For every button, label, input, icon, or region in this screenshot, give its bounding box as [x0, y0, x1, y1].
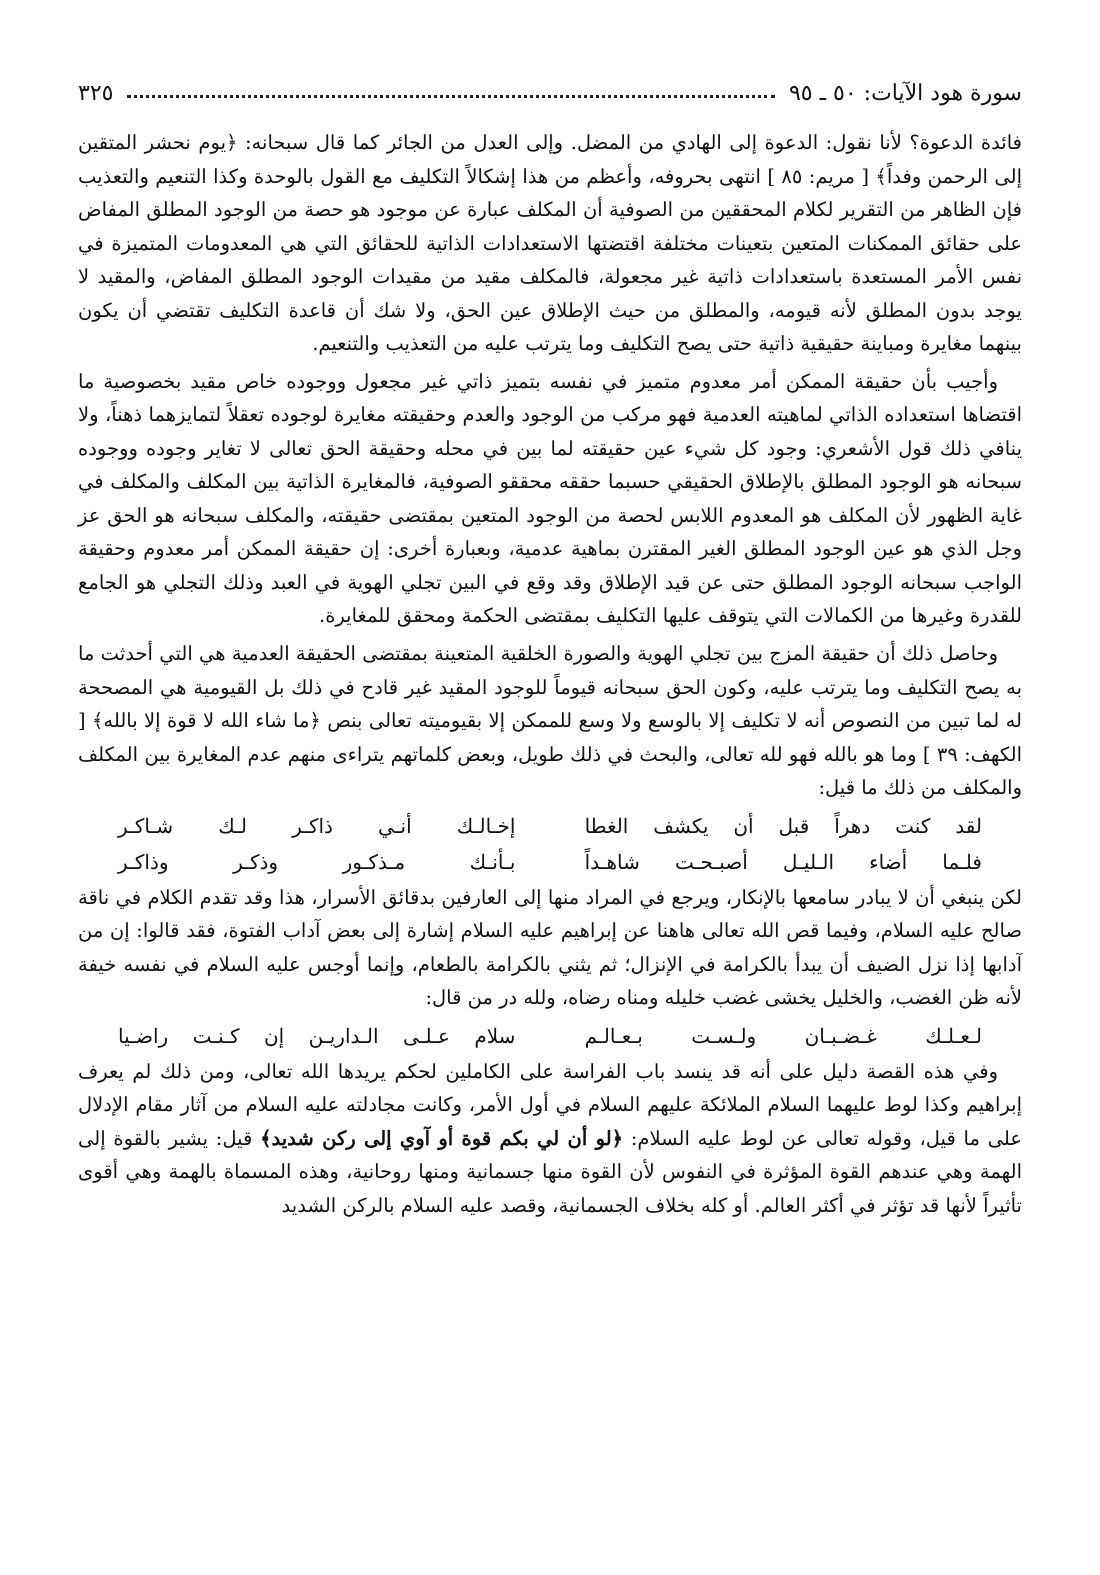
- verse-line: [118, 845, 982, 879]
- verse-line: [118, 809, 982, 843]
- paragraph-4: لكن ينبغي أن لا يبادر سامعها بالإنكار، ويرجع في المراد منها إلى العارفين بدقائق الأسرار، هذا وقد تقدم الكلام في ناقة صالح عليه السلام، وفيما قص الله تعالى هاهنا عن إبراهيم عليه السلام إشارة إلى بعض آداب الفتوة، فقد قالوا: إن من آدابها إذا نزل الضيف أن يبدأ بالكرامة في الإنزال؛ ثم يثني بالكرامة بالطعام، وإنما أوجس عليه السلام في نفسه خيفة لأنه ظن الغضب، والخليل يخشى غضب خليله ومناه رضاه، ولله در من قال:: [78, 885, 1022, 1010]
- paragraph-1: فائدة الدعوة؟ لأنا نقول: الدعوة إلى الهادي من المضل. وإلى العدل من الجائر كما قال سبحانه: ﴿يوم نحشر المتقين إلى الرحمن وفداً﴾ [ مريم: ٨٥ ] انتهى بحروفه، وأعظم من هذا إشكالاً التكليف مع القول بالوحدة وكذا التنعيم والتعذيب فإن الظاهر من التقرير لكلام المحققين من الصوفية أن المكلف عبارة عن موجود هو حصة من الوجود المطلق المفاض على حقائق الممكنات المتعين بتعينات مختلفة اقتضتها الاستعدادات الذاتية للحقائق التي هي المعدومات المتميزة في نفس الأمر المستعدة باستعدادات ذاتية غير مجعولة، فالمكلف مقيد من مقيدات الوجود المطلق المفاض، والمقيد لا يوجد بدون المطلق لأنه قيومه، والمطلق من حيث الإطلاق عين الحق، ولا شك أن قاعدة التكليف تقتضي أن يكون بينهما مغايرة ومباينة حقيقية ذاتية حتى يصح التكليف وما يترتب عليه من التعذيب والتنعيم.: [78, 131, 1022, 356]
- paragraph-5-end: قيل: يشير بالقوة إلى الهمة وهي عندهم القوة المؤثرة في النفوس لأن القوة منها جسمانية ومنها روحانية، وهذه المسماة بالهمة وهي أقوى تأثيراً لأنها قد تؤثر في أكثر العالم. أو كله بخلاف الجسمانية، وقصد عليه السلام بالركن الشديد: [78, 1126, 1022, 1217]
- main-text: [78, 126, 1022, 1222]
- poem-1: [78, 809, 1022, 879]
- paragraph-5: [78, 1055, 1022, 1223]
- verse-second-hemistich: إخـالـك أنـي ذاكـر لـك شـاكـر: [118, 813, 516, 838]
- verse-first-hemistich: لقد كنت دهراً قبل أن يكشف الغطا: [584, 813, 982, 838]
- dotted-leader: [127, 94, 775, 98]
- page-number: ٣٢٥: [78, 81, 114, 106]
- verse-line: [118, 1019, 982, 1053]
- verse-first-hemistich: فلـما أضاء الـليـل أصبـحـت شاهـداً: [584, 849, 982, 874]
- quran-quote: ﴿لو أن لي بكم قوة أو آوي إلى ركن شديد﴾: [260, 1126, 624, 1150]
- book-page: [78, 60, 1022, 1535]
- poem-2: [78, 1019, 1022, 1053]
- paragraph-3: وحاصل ذلك أن حقيقة المزج بين تجلي الهوية والصورة الخلقية المتعينة بمقتضى الحقيقة العدمية هي التي أحدثت ما به يصح التكليف وما يترتب عليه، وكون الحق سبحانه قيوماً للوجود المقيد غير قادح في ذلك بل القيومية هي المصححة له لما تبين من النصوص أنه لا تكليف إلا بالوسع ولا وسع للممكن إلا بقيوميته تعالى بنص ﴿ما شاء الله لا قوة إلا بالله﴾ [ الكهف: ٣٩ ] وما هو بالله فهو لله تعالى، والبحث في ذلك طويل، وبعض كلماتهم يتراءى منهم عدم المغايرة بين المكلف والمكلف من ذلك ما قيل:: [78, 641, 1022, 800]
- paragraph-5-start: وفي هذه القصة دليل على أنه قد ينسد باب الفراسة على الكاملين لحكم يريدها الله تعالى، ومن ذلك لم يعرف إبراهيم وكذا لوط عليهما السلام الملائكة عليهم السلام في أول الأمر، وكانت مجادلته عليه السلام من آثار مقام الإدلال على ما قيل، وقوله تعالى عن لوط عليه السلام:: [78, 1059, 1022, 1150]
- paragraph-2: وأجيب بأن حقيقة الممكن أمر معدوم متميز في نفسه بتميز ذاتي غير مجعول ووجوده خاص مقيد بخصوصية ما اقتضاها استعداده الذاتي لماهيته العدمية فهو مركب من الوجود والعدم وحقيقته مغايرة لوجوده تعقلاً لتمايزهما ذهناً، ولا ينافي ذلك قول الأشعري: وجود كل شيء عين حقيقته لما بين في محله وحقيقة الحق تعالى لا تغاير وجوده ووجوده سبحانه هو الوجود المطلق بالإطلاق الحقيقي حسبما حققه محققو الصوفية، فالمغايرة الذاتية بين المكلف والمكلف في غاية الظهور لأن المكلف هو المعدوم اللابس لحصة من الوجود المتعين بمقتضى حقيقته، والمكلف سبحانه هو الحق عز وجل الذي هو عين الوجود المطلق الغير المقترن بماهية عدمية، وبعبارة أخرى: إن حقيقة الممكن أمر معدوم وحقيقة الواجب سبحانه الوجود المطلق حتى عن قيد الإطلاق وقد وقع في البين تجلي الهوية في العبد وذلك التجلي هو الجامع للقدرة وغيرها من الكمالات التي يتوقف عليها التكليف بمقتضى الحكمة ومحقق للمغايرة.: [78, 369, 1022, 628]
- verse-first-hemistich: لـعـلـك غـضـبـان ولـسـت بـعـالـم: [584, 1023, 982, 1048]
- surah-title: سورة هود الآيات: ٥٠ ـ ٩٥: [788, 81, 1022, 106]
- verse-second-hemistich: بـأنـك مـذكـور وذكـر وذاكـر: [118, 849, 516, 874]
- verse-second-hemistich: سلام عـلـى الـداريـن إن كـنـت راضـيا: [118, 1023, 516, 1048]
- running-header: [78, 60, 1022, 112]
